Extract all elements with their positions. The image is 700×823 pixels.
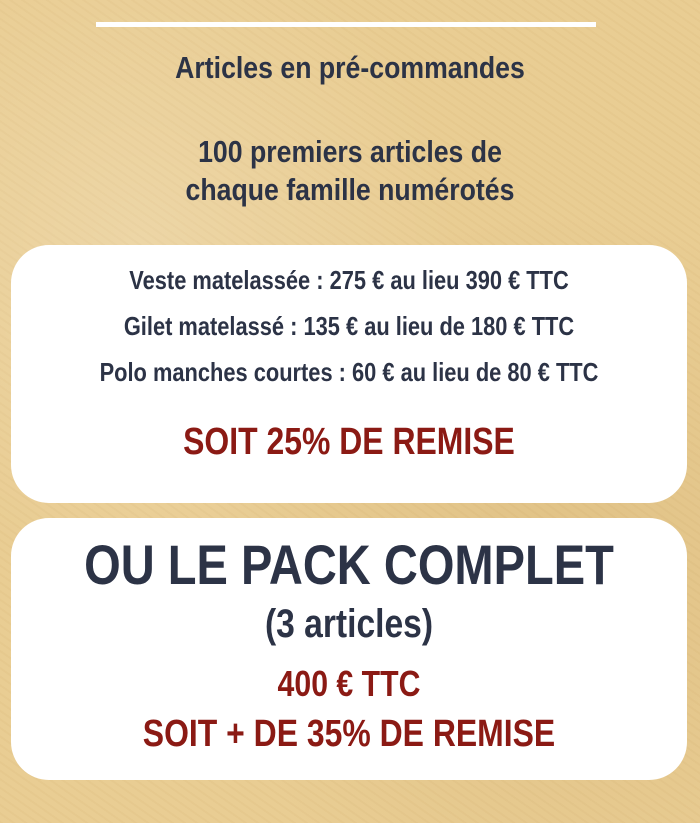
pack-subtitle: (3 articles) [264,602,434,646]
page-subtitle [49,133,651,209]
price-item-veste: Veste matelassée : 275 € au lieu 390 € TTC [129,265,569,295]
page-title: Articles en pré-commandes [175,50,525,85]
pack-price: 400 € TTC [277,663,421,704]
pack-discount-label: SOIT + DE 35% DE REMISE [142,713,556,755]
subtitle-line-1: 100 premiers articles de [198,134,502,169]
subtitle-line-2: chaque famille numérotés [185,172,515,207]
top-divider [96,22,596,27]
pack-title: OU LE PACK COMPLET [84,533,614,596]
discount-label: SOIT 25% DE REMISE [183,421,515,463]
price-list-card [11,245,687,503]
price-item-gilet: Gilet matelassé : 135 € au lieu de 180 € TTC [123,311,575,341]
price-item-polo: Polo manches courtes : 60 € au lieu de 80 € TTC [99,357,599,387]
pack-card [11,518,687,780]
